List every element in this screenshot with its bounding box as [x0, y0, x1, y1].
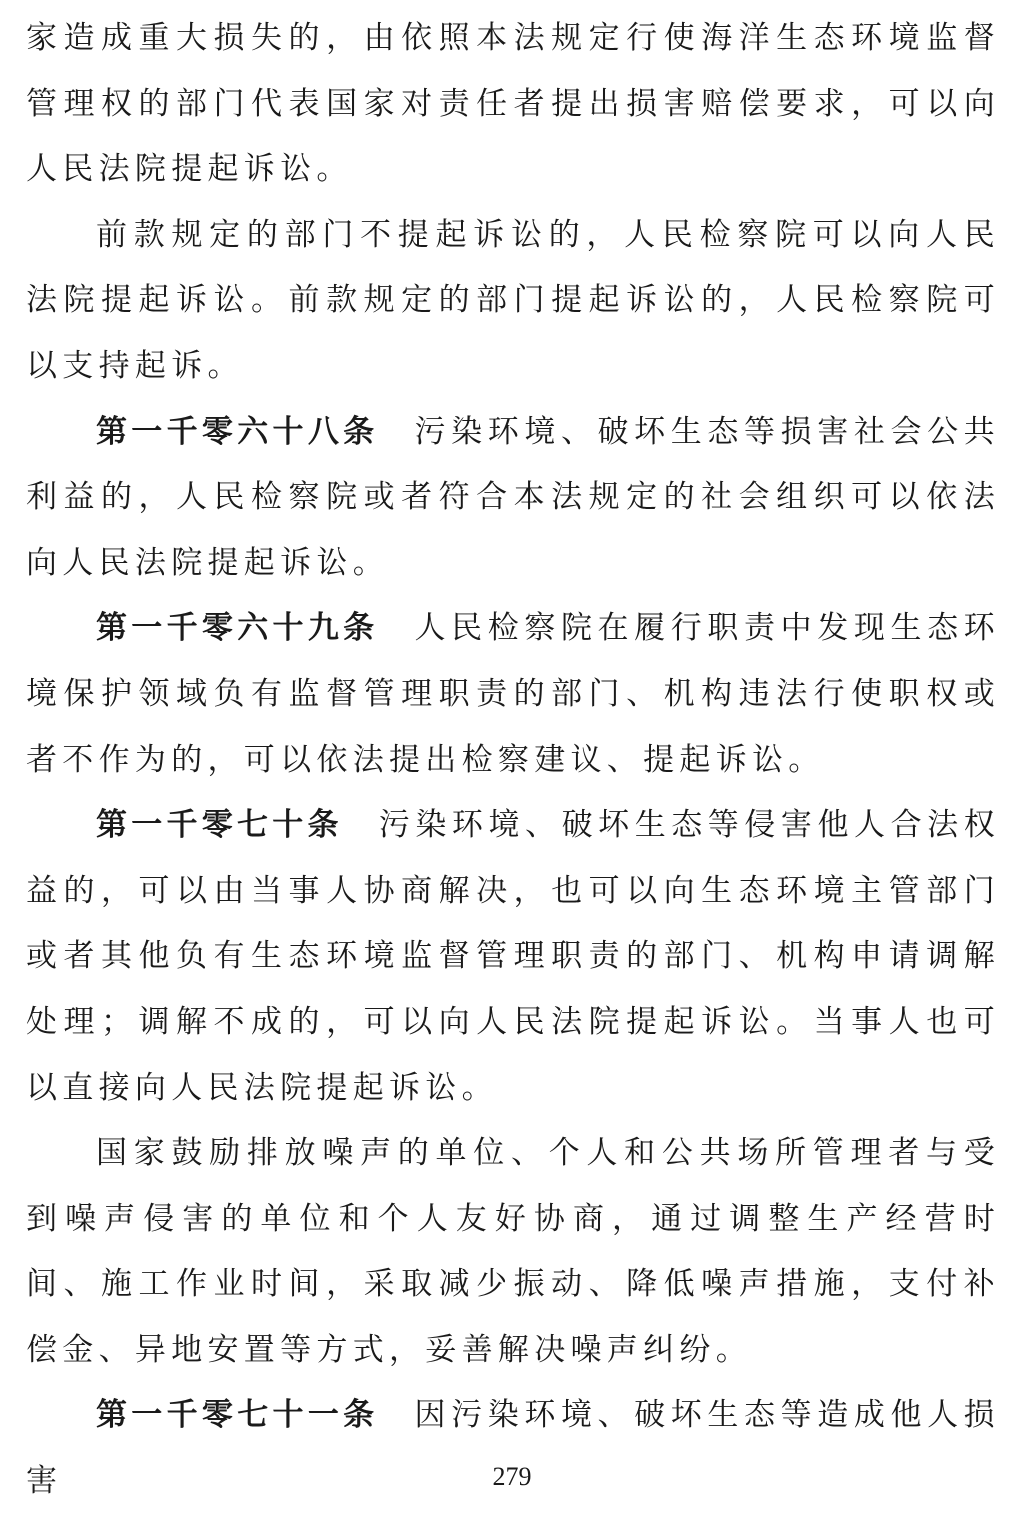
- article-number: 第一千零六十九条: [96, 610, 379, 647]
- paragraph-2: [26, 203, 1000, 400]
- article-1069: [26, 596, 1000, 793]
- article-number: 第一千零六十八条: [96, 413, 379, 450]
- article-1071: [26, 1383, 1000, 1514]
- paragraph-1: [26, 6, 1000, 203]
- paragraph-text: 家造成重大损失的，由依照本法规定行使海洋生态环境监督管理权的部门代表国家对责任者提出损害赔偿要求，可以向人民法院提起诉讼。: [26, 20, 1000, 188]
- article-number: 第一千零七十条: [96, 807, 343, 844]
- page-number: 279: [492, 1462, 532, 1491]
- article-1070: [26, 793, 1000, 1121]
- body-text: [26, 6, 1000, 1515]
- article-number: 第一千零七十一条: [96, 1397, 379, 1434]
- article-text: 因污染环境、破坏生态等造成他人损害: [26, 1397, 1000, 1500]
- paragraph-text: 前款规定的部门不提起诉讼的，人民检察院可以向人民法院提起诉讼。前款规定的部门提起诉讼的，人民检察院可以支持起诉。: [26, 216, 1000, 384]
- article-1068: [26, 400, 1000, 597]
- paragraph-noise: [26, 1121, 1000, 1383]
- article-text: 污染环境、破坏生态等损害社会公共利益的，人民检察院或者符合本法规定的社会组织可以依法向人民法院提起诉讼。: [26, 413, 1000, 581]
- article-text: 污染环境、破坏生态等侵害他人合法权益的，可以由当事人协商解决，也可以向生态环境主管部门或者其他负有生态环境监督管理职责的部门、机构申请调解处理；调解不成的，可以向人民法院提起诉讼。当事人也可以直接向人民法院提起诉讼。: [26, 807, 1000, 1106]
- article-text: 人民检察院在履行职责中发现生态环境保护领域负有监督管理职责的部门、机构违法行使职权或者不作为的，可以依法提出检察建议、提起诉讼。: [26, 610, 1000, 778]
- paragraph-text: 国家鼓励排放噪声的单位、个人和公共场所管理者与受到噪声侵害的单位和个人友好协商，通过调整生产经营时间、施工作业时间，采取减少振动、降低噪声措施，支付补偿金、异地安置等方式，妥善解决噪声纠纷。: [26, 1135, 1000, 1368]
